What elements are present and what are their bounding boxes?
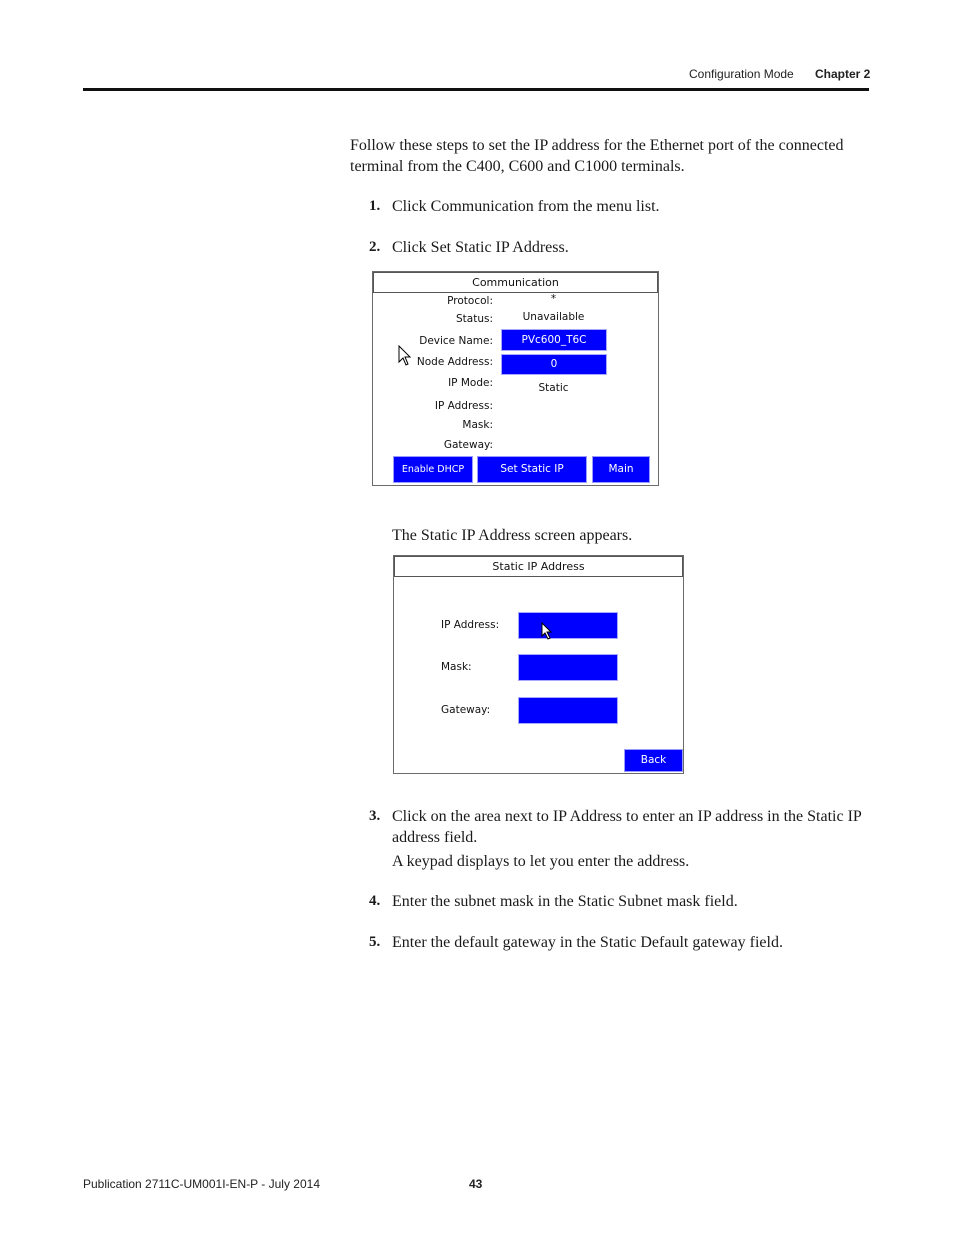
protocol-value: * [550,293,557,305]
static-ip-screen [393,555,684,774]
page-number: 43 [469,1177,483,1191]
communication-screen [372,271,659,500]
intro-paragraph: Follow these steps to set the IP address for the Ethernet port of the connected terminal from the C400, C600 and C1000 terminals. [350,137,844,175]
step-3-number: 3. [369,808,381,824]
footer-publication: Publication 2711C-UM001I-EN-P - July 2014 [83,1177,321,1191]
static-caption: The Static IP Address screen appears. [392,527,633,544]
back-button[interactable]: Back [624,749,683,772]
node-address-field[interactable]: 0 [501,354,607,375]
step-4-text: Enter the subnet mask in the Static Subnet mask field. [392,893,738,910]
node-address-label: Node Address: [416,356,493,368]
static-mask-label: Mask: [441,661,472,673]
static-ip-address-label: IP Address: [441,619,500,631]
static-gateway-label: Gateway: [441,704,491,716]
ip-address-label: IP Address: [434,400,493,412]
static-ip-title: Static IP Address [394,556,683,577]
header-section: Configuration Mode [689,67,794,81]
step-5-number: 5. [369,934,381,950]
step-2-text: Click Set Static IP Address. [392,239,569,256]
gateway-label: Gateway: [443,439,493,451]
static-gateway-field[interactable] [518,697,618,724]
header-chapter: Chapter 2 [815,67,871,81]
mouse-pointer-icon [541,622,553,640]
header-rule [83,88,869,91]
step-3-text: Click on the area next to IP Address to enter an IP address in the Static IP address field. [392,808,862,846]
mouse-pointer-icon [398,345,412,367]
step-2-number: 2. [369,239,381,255]
set-static-ip-button[interactable]: Set Static IP Address [477,456,587,483]
device-name-field[interactable]: PVc600_T6C [501,329,607,351]
status-label: Status: [456,313,493,325]
protocol-label: Protocol: [447,295,493,307]
status-value: Unavailable [522,311,585,323]
communication-title: Communication [373,272,658,293]
static-mask-field[interactable] [518,654,618,681]
step-1-text: Click Communication from the menu list. [392,198,660,215]
step-1-number: 1. [369,198,381,214]
step-3-note: A keypad displays to let you enter the address. [392,853,690,870]
mask-label: Mask: [462,419,493,431]
ip-mode-value: Static [538,382,569,394]
main-button[interactable]: Main [592,456,650,483]
step-5-text: Enter the default gateway in the Static Default gateway field. [392,934,783,951]
device-name-label: Device Name: [419,335,493,347]
ip-mode-label: IP Mode: [448,377,493,389]
static-ip-address-field[interactable] [518,612,618,639]
step-4-number: 4. [369,893,381,909]
enable-dhcp-button[interactable]: Enable DHCP [393,456,473,483]
